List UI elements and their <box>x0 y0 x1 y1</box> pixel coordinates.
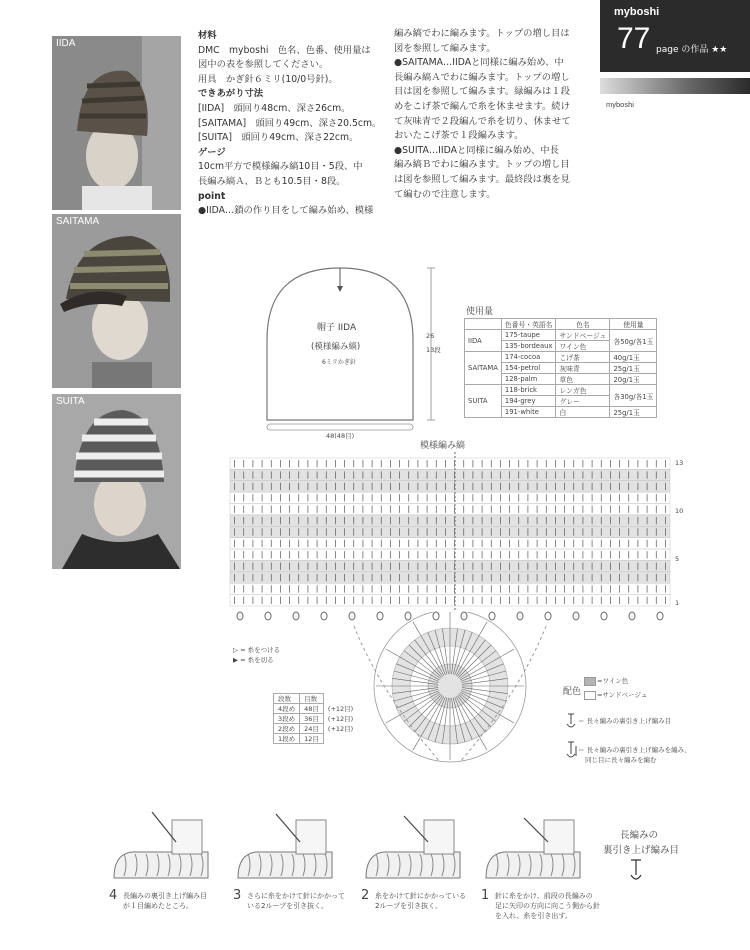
yarn-table <box>464 318 657 418</box>
chain-loop <box>573 612 579 620</box>
brand-name: myboshi <box>614 6 660 18</box>
column-header: 色名 <box>556 319 610 330</box>
table-cell: サンドベージュ <box>556 330 610 341</box>
table-cell: レンガ色 <box>556 385 610 396</box>
chart-row <box>230 458 670 469</box>
color-swatch-wine <box>584 677 596 686</box>
stitch-chart-title: 模様編み縞 <box>420 441 466 451</box>
table-cell: 174-cocoa <box>501 352 556 363</box>
table-cell: 194-grey <box>501 396 556 407</box>
table-cell: グレー <box>556 396 610 407</box>
table-cell: 20g/1玉 <box>610 374 657 385</box>
rounds-table <box>273 693 358 744</box>
chain-loop <box>237 612 243 620</box>
color-key-wine: =ワイン色 <box>597 677 629 685</box>
table-cell: 各30g/各1玉 <box>610 385 657 407</box>
legend-cut: ▶ = 糸を切る <box>233 656 274 664</box>
text-line: DMC myboshi 色名、色番、使用量は <box>198 44 371 56</box>
stitch-chart <box>226 452 686 632</box>
table-cell: 灰味青 <box>556 363 610 374</box>
color-key-title: 配色 <box>563 687 582 697</box>
heading-gauge: ゲージ <box>198 146 226 158</box>
row-mark-5: 5 <box>675 555 680 563</box>
side-title-1: 長編みの <box>620 830 659 841</box>
step-number: 2 <box>361 888 370 903</box>
symbol-note-2: ＝ 長々編みの裏引き上げ編みを編み、 <box>578 746 691 754</box>
group-label: SUITA <box>465 385 502 418</box>
table-row <box>274 694 358 704</box>
step-text: 足に矢印の方向に向こう側から針 <box>495 902 600 910</box>
table-cell: 135-bordeaux <box>501 341 556 352</box>
table-cell: こげ茶 <box>556 352 610 363</box>
table-cell: 1段め <box>274 734 300 744</box>
hat-width: 48(48目) <box>326 432 355 440</box>
photo-label: SAITAMA <box>56 216 100 227</box>
page-suffix: page の作品 ★★ <box>656 45 728 55</box>
symbol-note-3: 同じ目に長々編みを編む <box>585 756 657 764</box>
table-row <box>465 352 657 363</box>
side-title-2: 裏引き上げ編み目 <box>603 845 680 856</box>
table-cell: 2段め <box>274 724 300 734</box>
table-cell: (+12目) <box>327 715 354 723</box>
symbol-note-1: ＝ 長々編みの裏引き上げ編み目 <box>578 717 672 725</box>
text-line: 図中の表を参照してください。 <box>198 59 329 71</box>
color-swatch-sand <box>584 691 596 700</box>
table-cell: 25g/1玉 <box>610 407 657 418</box>
photo-iida <box>52 36 181 210</box>
column-header: 目数 <box>300 694 324 704</box>
chart-row <box>230 595 670 606</box>
text-line: 長編み縞Ａでわに編みます。トップの増し <box>394 71 570 83</box>
front-post-symbol-icon <box>628 857 646 885</box>
table-cell: ワイン色 <box>556 341 610 352</box>
step-text: さらに糸をかけて針にかかって <box>247 892 345 900</box>
table-row <box>465 385 657 396</box>
heading-point: point <box>198 190 226 202</box>
chain-loop <box>265 612 271 620</box>
step-number: 4 <box>109 888 118 903</box>
step-text: 2ループを引き抜く。 <box>375 902 442 910</box>
text-line: めをこげ茶で編んで糸を休ませます。続け <box>394 100 570 112</box>
table-cell <box>323 734 357 744</box>
chain-loop <box>629 612 635 620</box>
column-header: 使用量 <box>610 319 657 330</box>
hat-depth: 26 <box>426 332 435 340</box>
page-header <box>600 0 750 72</box>
text-line: 図を参照して編みます。 <box>394 42 496 54</box>
legend-join: ▷ = 糸をつける <box>233 646 281 654</box>
step-text: が１目編めたところ。 <box>123 902 193 910</box>
step-number: 1 <box>481 888 490 903</box>
row-mark-10: 10 <box>675 507 684 515</box>
table-cell: 草色 <box>556 374 610 385</box>
table-cell: 36目 <box>300 714 324 724</box>
header-gradient-bar <box>600 78 750 94</box>
stitch-post <box>172 820 202 854</box>
chain-loop <box>293 612 299 620</box>
chart-row <box>230 515 670 526</box>
table-cell: (+12目) <box>327 705 354 713</box>
table-cell: 191-white <box>501 407 556 418</box>
table-row <box>465 330 657 341</box>
hat-title: 帽子 IIDA <box>317 323 357 333</box>
table-row <box>274 704 358 714</box>
sub-brand: myboshi <box>606 100 634 109</box>
stitch-post <box>296 820 326 854</box>
text-line: 10cm平方で模様編み縞10目・5段、中 <box>198 161 363 173</box>
table-row <box>274 714 358 724</box>
table-row <box>274 724 358 734</box>
table-cell: 4段め <box>274 704 300 714</box>
text-line: ●IIDA…鎖の作り目をして編み始め、模様 <box>198 205 374 217</box>
table-cell: (+12目) <box>327 725 354 733</box>
text-line-tools: 用具 かぎ針６ミリ(10/0号針)。 <box>198 73 338 85</box>
table-cell: 118-brick <box>501 385 556 396</box>
stitch-post <box>544 820 574 854</box>
yarn-table-title: 使用量 <box>466 307 494 317</box>
color-key-sand: =サンドベージュ <box>597 691 648 699</box>
chart-row <box>230 469 670 480</box>
table-cell: 128-palm <box>501 374 556 385</box>
group-label: SAITAMA <box>465 352 502 385</box>
text-line: おいたこげ茶で１段編みます。 <box>394 130 524 142</box>
text-line: ●SAITAMA…IIDAと同様に編み始め、中 <box>394 57 564 69</box>
chain-loop <box>601 612 607 620</box>
text-line: 編み縞Ｂでわに編みます。トップの増し目 <box>394 159 570 171</box>
chart-row <box>230 526 670 537</box>
step-illustrations <box>112 808 592 888</box>
chart-row <box>230 572 670 583</box>
step-text: 長編みの裏引き上げ編み目 <box>123 892 207 900</box>
instructions-column-2 <box>394 27 571 202</box>
chart-row <box>230 538 670 549</box>
photo-suita <box>52 394 181 569</box>
table-cell: 48目 <box>300 704 324 714</box>
step-text: 糸をかけて針にかかっている <box>375 892 466 900</box>
table-cell: 24目 <box>300 724 324 734</box>
yarn-table-header <box>465 319 657 330</box>
text-line: 目は図を参照して編みます。緑編みは１段 <box>394 86 570 98</box>
text-line: [IIDA] 頭回り48cm、深さ26cm。 <box>198 102 351 114</box>
chart-row <box>230 560 670 571</box>
model-photo-suita <box>52 394 181 569</box>
text-line: は図を参照して編みます。最終段は裏を見 <box>394 173 570 185</box>
text-line: 編み縞でわに編みます。トップの増し目は <box>394 28 570 39</box>
stitch-post <box>424 820 454 854</box>
hat-subtitle: (模様編み縞) <box>311 342 361 352</box>
row-mark-1: 1 <box>675 599 680 607</box>
heading-materials: 材料 <box>198 30 217 41</box>
row-mark-13: 13 <box>675 459 684 467</box>
chart-row <box>230 481 670 492</box>
text-line: ●SUITA…IIDAと同様に編み始め、中長 <box>394 144 559 156</box>
text-line: [SUITA] 頭回り49cm、深さ22cm。 <box>198 132 359 144</box>
table-cell: 40g/1玉 <box>610 352 657 363</box>
column-header: 段数 <box>274 694 300 704</box>
swatch-illustration <box>238 852 332 878</box>
table-cell: 12目 <box>300 734 324 744</box>
chart-row <box>230 504 670 515</box>
table-cell: 154-petrol <box>501 363 556 374</box>
photo-label: IIDA <box>56 38 76 49</box>
crown-increase-chart <box>340 612 560 782</box>
text-line: 長編み縞Ａ、Ｂとも10.5目・8段。 <box>198 175 346 187</box>
chain-loop <box>657 612 663 620</box>
model-photo-saitama <box>52 214 181 388</box>
table-cell: 175-taupe <box>501 330 556 341</box>
chart-row <box>230 492 670 503</box>
photo-saitama <box>52 214 181 388</box>
photo-label: SUITA <box>56 396 85 407</box>
text-line: て灰味青で２段編んで糸を切り、休ませて <box>394 115 571 127</box>
swatch-illustration <box>114 852 208 878</box>
hat-needle: 6ミリかぎ針 <box>322 359 356 366</box>
instructions-column-1 <box>198 29 381 219</box>
page-number: 77 <box>617 22 651 55</box>
step-text: を入れ、糸を引き出す。 <box>495 912 572 920</box>
text-line: [SAITAMA] 頭回り49cm、深さ20.5cm。 <box>198 117 382 129</box>
table-cell: 25g/1玉 <box>610 363 657 374</box>
table-cell: 白 <box>556 407 610 418</box>
chain-loop <box>321 612 327 620</box>
model-photo-iida <box>52 36 181 210</box>
chart-row <box>230 583 670 594</box>
table-cell: 各50g/各1玉 <box>610 330 657 352</box>
text-line: て編むので注意します。 <box>394 188 496 200</box>
step-number: 3 <box>233 888 242 903</box>
step-text: 針に糸をかけ、前段の長編みの <box>495 892 593 900</box>
table-cell: 3段め <box>274 714 300 724</box>
group-label: IIDA <box>465 330 502 352</box>
table-row <box>274 734 358 744</box>
column-header: 色番号・英語名 <box>501 319 556 330</box>
step-text: いる2ループを引き抜く。 <box>247 902 328 910</box>
heading-finished-size: できあがり寸法 <box>198 88 264 100</box>
swatch-illustration <box>366 852 460 878</box>
hat-rows: 13段 <box>426 346 441 354</box>
chart-row <box>230 549 670 560</box>
swatch-illustration <box>486 852 580 878</box>
